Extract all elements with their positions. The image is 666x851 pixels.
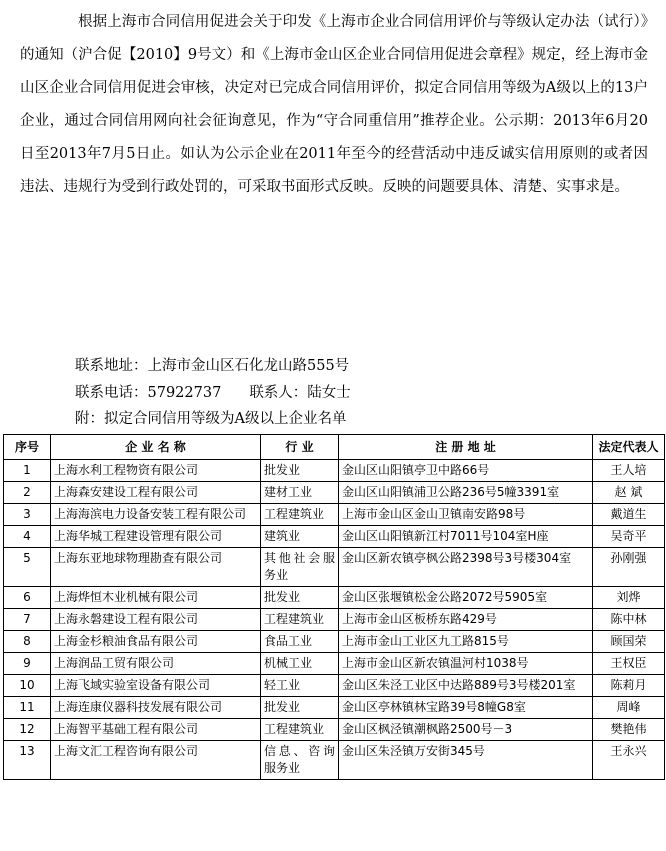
cell-no: 3 xyxy=(4,504,51,526)
cell-no: 4 xyxy=(4,526,51,548)
table-row xyxy=(4,482,665,504)
cell-rep: 刘烨 xyxy=(593,587,665,609)
cell-no: 12 xyxy=(4,719,51,741)
cell-rep: 陈中林 xyxy=(593,609,665,631)
contact-person: 联系人：陆女士 xyxy=(249,385,351,401)
header-no: 序号 xyxy=(4,435,51,460)
table-row xyxy=(4,697,665,719)
table-row xyxy=(4,460,665,482)
header-rep: 法定代表人 xyxy=(593,435,665,460)
cell-industry: 批发业 xyxy=(261,587,339,609)
cell-industry: 批发业 xyxy=(261,460,339,482)
cell-industry: 信息、咨询服务业 xyxy=(261,741,339,780)
table-row xyxy=(4,653,665,675)
cell-address: 金山区亭林镇林宝路39号8幢G8室 xyxy=(339,697,593,719)
table-header-row xyxy=(4,435,665,460)
cell-rep: 孙刚强 xyxy=(593,548,665,587)
cell-rep: 王人培 xyxy=(593,460,665,482)
cell-address: 上海市金山区板桥东路429号 xyxy=(339,609,593,631)
header-address: 注 册 地 址 xyxy=(339,435,593,460)
cell-industry: 工程建筑业 xyxy=(261,504,339,526)
cell-name: 上海飞域实验室设备有限公司 xyxy=(51,675,261,697)
cell-no: 9 xyxy=(4,653,51,675)
cell-name: 上海文汇工程咨询有限公司 xyxy=(51,741,261,780)
cell-industry: 轻工业 xyxy=(261,675,339,697)
cell-address: 金山区山阳镇浦卫公路236号5幢3391室 xyxy=(339,482,593,504)
cell-name: 上海森安建设工程有限公司 xyxy=(51,482,261,504)
intro-paragraph: 根据上海市合同信用促进会关于印发《上海市企业合同信用评价与等级认定办法（试行）》的通知（沪合促【2010】9号文）和《上海市金山区企业合同信用促进会章程》规定，经上海市金山区企业合同信用促进会审核，决定对已完成合同信用评价，拟定合同信用等级为A级以上的13户企业，通过合同信用网向社会征询意见，作为“守合同重信用”推荐企业。公示期：2013年6月20日至2013年7月5日止。如认为公示企业在2011年至今的经营活动中违反诚实信用原则的或者因违法、违规行为受到行政处罚的，可采取书面形式反映。反映的问题要具体、清楚、实事求是。 xyxy=(20,14,648,195)
cell-rep: 顾国荣 xyxy=(593,631,665,653)
table-body xyxy=(4,460,665,780)
header-name: 企 业 名 称 xyxy=(51,435,261,460)
cell-address: 上海市金山工业区九工路815号 xyxy=(339,631,593,653)
table-row xyxy=(4,741,665,780)
cell-name: 上海金杉粮油食品有限公司 xyxy=(51,631,261,653)
cell-no: 5 xyxy=(4,548,51,587)
cell-rep: 王权臣 xyxy=(593,653,665,675)
table-row xyxy=(4,631,665,653)
cell-name: 上海永磐建设工程有限公司 xyxy=(51,609,261,631)
cell-address: 金山区山阳镇新江村7011号104室H座 xyxy=(339,526,593,548)
cell-address: 金山区新农镇亭枫公路2398号3号楼304室 xyxy=(339,548,593,587)
cell-industry: 建材工业 xyxy=(261,482,339,504)
cell-rep: 戴道生 xyxy=(593,504,665,526)
cell-no: 13 xyxy=(4,741,51,780)
table-row xyxy=(4,609,665,631)
cell-industry: 机械工业 xyxy=(261,653,339,675)
cell-no: 2 xyxy=(4,482,51,504)
cell-address: 上海市金山区新农镇温河村1038号 xyxy=(339,653,593,675)
cell-rep: 王永兴 xyxy=(593,741,665,780)
table-row xyxy=(4,587,665,609)
cell-no: 7 xyxy=(4,609,51,631)
table-row xyxy=(4,719,665,741)
cell-name: 上海连康仪器科技发展有限公司 xyxy=(51,697,261,719)
cell-name: 上海东亚地球物理勘查有限公司 xyxy=(51,548,261,587)
table-row xyxy=(4,526,665,548)
cell-name: 上海智平基础工程有限公司 xyxy=(51,719,261,741)
cell-no: 8 xyxy=(4,631,51,653)
contact-address: 联系地址：上海市金山区石化龙山路555号 xyxy=(75,358,350,374)
cell-rep: 周峰 xyxy=(593,697,665,719)
table-row xyxy=(4,548,665,587)
cell-name: 上海烨恒木业机械有限公司 xyxy=(51,587,261,609)
cell-no: 6 xyxy=(4,587,51,609)
cell-no: 10 xyxy=(4,675,51,697)
appendix-note: 附：拟定合同信用等级为A级以上企业名单 xyxy=(75,411,347,427)
contact-line xyxy=(75,383,351,403)
header-industry: 行 业 xyxy=(261,435,339,460)
table-row xyxy=(4,504,665,526)
contact-phone: 联系电话：57922737 xyxy=(75,385,222,401)
enterprise-table xyxy=(3,434,665,780)
cell-no: 1 xyxy=(4,460,51,482)
cell-name: 上海水利工程物资有限公司 xyxy=(51,460,261,482)
cell-address: 金山区张堰镇松金公路2072号5905室 xyxy=(339,587,593,609)
cell-no: 11 xyxy=(4,697,51,719)
cell-name: 上海润品工贸有限公司 xyxy=(51,653,261,675)
cell-address: 金山区枫泾镇潮枫路2500号－3 xyxy=(339,719,593,741)
cell-address: 金山区山阳镇亭卫中路66号 xyxy=(339,460,593,482)
cell-rep: 樊艳伟 xyxy=(593,719,665,741)
cell-rep: 陈莉月 xyxy=(593,675,665,697)
cell-industry: 工程建筑业 xyxy=(261,609,339,631)
cell-industry: 建筑业 xyxy=(261,526,339,548)
cell-address: 金山区朱泾镇万安街345号 xyxy=(339,741,593,780)
cell-name: 上海海滨电力设备安装工程有限公司 xyxy=(51,504,261,526)
table-row xyxy=(4,675,665,697)
cell-industry: 工程建筑业 xyxy=(261,719,339,741)
cell-address: 上海市金山区金山卫镇南安路98号 xyxy=(339,504,593,526)
cell-industry: 批发业 xyxy=(261,697,339,719)
cell-address: 金山区朱泾工业区中达路889号3号楼201室 xyxy=(339,675,593,697)
cell-industry: 其他社会服务业 xyxy=(261,548,339,587)
cell-rep: 赵 斌 xyxy=(593,482,665,504)
cell-rep: 吴奇平 xyxy=(593,526,665,548)
cell-industry: 食品工业 xyxy=(261,631,339,653)
cell-name: 上海华城工程建设管理有限公司 xyxy=(51,526,261,548)
